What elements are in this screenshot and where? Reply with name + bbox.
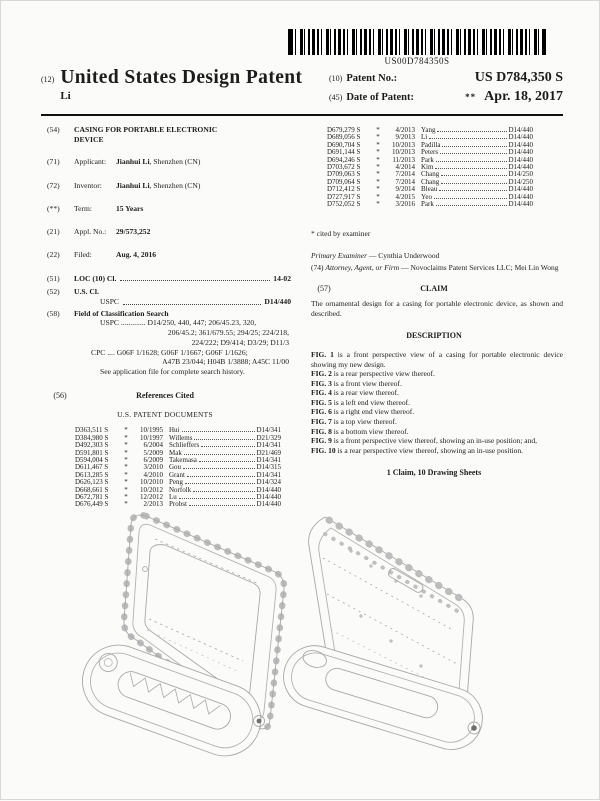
reference-name: Yeo	[421, 192, 432, 201]
field-value: 29/573,252	[116, 227, 151, 237]
field-of-search-section	[39, 309, 291, 377]
patent-date-row	[329, 89, 563, 105]
bibliographic-field-row	[39, 250, 291, 260]
attorney-line	[311, 263, 563, 273]
reference-name: Grant	[169, 470, 185, 479]
header-patent-info	[329, 70, 563, 108]
field-label: Filed:	[74, 250, 92, 260]
examiner-name: Cynthia Underwood	[378, 251, 440, 261]
primary-examiner-line	[311, 251, 563, 261]
claims-sheets-note: 1 Claim, 10 Drawing Sheets	[386, 468, 482, 478]
dot-leader	[120, 274, 270, 282]
barcode-text: US00D784350S	[384, 56, 450, 66]
uspc-value: D14/440	[264, 296, 291, 306]
left-column	[39, 125, 291, 509]
cited-by-examiner-note: * cited by examiner	[311, 229, 371, 239]
us-patent-documents-subheading: U.S. PATENT DOCUMENTS	[117, 409, 213, 419]
reference-class: D14/440	[508, 163, 533, 172]
dot-leader	[441, 175, 506, 176]
dot-leader	[182, 431, 255, 432]
reference-name: Li	[421, 133, 428, 142]
reference-number: D709,063 S	[327, 170, 361, 179]
em-dash: —	[368, 251, 377, 261]
uspc-search-continuation	[74, 328, 291, 347]
field-number: (22)	[47, 250, 60, 260]
reference-number: D709,064 S	[327, 177, 361, 186]
reference-name: Peters	[421, 148, 439, 157]
dot-leader	[183, 468, 254, 469]
loc-class-row	[39, 274, 291, 284]
reference-date: 9/2014	[395, 185, 415, 194]
dot-leader	[123, 297, 261, 305]
reference-date: 6/2009	[143, 456, 163, 465]
field-number: (71)	[47, 157, 60, 167]
drawing-front-perspective-view	[37, 499, 305, 799]
header-title-block	[41, 67, 302, 108]
reference-name: Padilla	[421, 140, 441, 149]
reference-number: D752,052 S	[327, 200, 361, 209]
field-number-56: (56)	[53, 390, 67, 400]
figure-text: is a rear perspective view thereof, showing an in-use position.	[337, 445, 524, 455]
claim-text: The ornamental design for a casing for portable electronic device, as shown and described.	[311, 299, 563, 319]
reference-class: D21/329	[256, 433, 281, 442]
figure-label: FIG. 3	[311, 378, 332, 388]
figure-text: is a top view thereof.	[333, 417, 397, 427]
cpc-search-continuation	[74, 357, 291, 367]
references-cited-title: References Cited	[136, 390, 194, 400]
reference-class: D14/440	[508, 185, 533, 194]
references-list-right	[305, 127, 563, 208]
reference-date: 7/2014	[395, 177, 415, 186]
dot-leader	[184, 454, 255, 455]
field-number-45: (45)	[329, 93, 343, 102]
figure-text: is a right end view thereof.	[333, 407, 415, 417]
header	[41, 67, 563, 108]
dot-leader	[201, 446, 254, 447]
uspc-search-line: 224/222; D9/414; D3/29; D11/3	[191, 337, 289, 347]
reference-row	[327, 201, 533, 208]
reference-number: D613,285 S	[75, 470, 109, 479]
field-value: Aug. 4, 2016	[116, 250, 157, 260]
dot-leader	[199, 461, 255, 462]
kind-code-number: (12)	[41, 75, 55, 84]
reference-class: D14/341	[256, 470, 281, 479]
drawing-rear-perspective-view	[271, 496, 543, 801]
figure-label: FIG. 6	[311, 407, 332, 417]
reference-number: D672,781 S	[75, 493, 109, 502]
reference-class: D21/469	[256, 448, 281, 457]
reference-date: 4/2013	[395, 126, 415, 134]
cpc-search-line: A47B 23/044; H04B 1/3888; A45C 11/00	[162, 357, 289, 367]
reference-class: D14/440	[256, 500, 281, 509]
dot-leader	[441, 183, 506, 184]
reference-name: Bleau	[421, 185, 438, 194]
reference-class: D14/440	[256, 493, 281, 502]
reference-name: Park	[421, 200, 434, 209]
figure-description-line	[311, 388, 563, 398]
figure-description-line	[311, 369, 563, 379]
reference-date: 12/2012	[140, 493, 163, 502]
patent-number-value: US D784,350 S	[474, 70, 563, 85]
reference-number: D611,467 S	[75, 463, 109, 472]
reference-name: Lu	[169, 493, 177, 502]
examiner-cited-star: *	[124, 456, 128, 465]
figure-description-line	[311, 350, 563, 369]
figure-description-line	[311, 436, 563, 446]
reference-name: Schlieffers	[169, 441, 200, 450]
page-title: United States Design Patent	[60, 67, 303, 88]
reference-name: Hui	[169, 426, 180, 435]
reference-class: D14/440	[508, 133, 533, 142]
dot-leader	[442, 146, 506, 147]
field-number-54: (54)	[47, 125, 60, 134]
cpc-search-line: CPC .... G06F 1/1628; G06F 1/1667; G06F 1/1626;	[91, 347, 248, 357]
figure-text: is a front perspective view of a casing for portable electronic device showing my new design.	[311, 349, 564, 369]
barcode	[288, 29, 546, 55]
claim-heading	[305, 284, 563, 294]
reference-date: 10/2013	[392, 148, 415, 157]
figure-description-line	[311, 446, 563, 456]
reference-number: D591,801 S	[75, 448, 109, 457]
patent-number-row	[329, 70, 563, 86]
field-label: Appl. No.:	[74, 227, 107, 237]
examiner-cited-star: *	[124, 478, 128, 487]
reference-class: D14/324	[256, 478, 281, 487]
figure-label: FIG. 9	[311, 436, 332, 446]
figure-descriptions	[311, 350, 563, 456]
field-number: (**)	[47, 203, 60, 213]
reference-date: 2/2013	[143, 500, 163, 509]
examiner-cited-star: *	[124, 485, 128, 494]
field-value: Jianhui Li, Shenzhen (CN)	[116, 180, 201, 190]
reference-class: D14/440	[256, 485, 281, 494]
figure-description-line	[311, 427, 563, 437]
reference-number: D492,303 S	[75, 441, 109, 450]
reference-name: Chang	[421, 177, 440, 186]
reference-date: 10/2013	[392, 140, 415, 149]
us-class-label: U.S. Cl.	[74, 287, 99, 297]
patent-number-label: Patent No.:	[346, 73, 398, 84]
field-number-52: (52)	[47, 287, 60, 297]
bibliographic-field-row	[39, 227, 291, 237]
field-number-57: (57)	[317, 284, 331, 294]
examiner-cited-star: *	[376, 155, 380, 164]
reference-date: 10/2010	[140, 478, 163, 487]
dot-leader	[435, 168, 506, 169]
examiner-cited-star: *	[124, 463, 128, 472]
examiner-cited-star: *	[124, 433, 128, 442]
invention-title-row	[39, 125, 291, 144]
reference-number: D668,661 S	[75, 485, 109, 494]
us-class-section	[39, 287, 291, 306]
reference-class: D14/250	[508, 177, 533, 186]
examiner-cited-star: *	[124, 426, 128, 435]
figure-description-line	[311, 407, 563, 417]
figure-text: is a bottom view thereof.	[333, 426, 409, 436]
examiner-cited-star: *	[124, 448, 128, 457]
reference-name: Peng	[169, 478, 183, 487]
reference-number: D694,246 S	[327, 155, 361, 164]
examiner-cited-star: *	[124, 500, 128, 509]
reference-number: D626,123 S	[75, 478, 109, 487]
attorney-name: Novoclaims Patent Services LLC; Mei Lin Wong	[410, 262, 559, 272]
figure-text: is a rear view thereof.	[333, 388, 399, 398]
examiner-cited-star: *	[376, 200, 380, 209]
examiner-cited-star: *	[376, 192, 380, 201]
field-number: (21)	[47, 227, 60, 237]
reference-name: Norfolk	[169, 485, 192, 494]
examiner-cited-star: *	[376, 148, 380, 157]
reference-class: D14/440	[508, 140, 533, 149]
reference-class: D14/341	[256, 426, 281, 435]
reference-class: D14/440	[508, 148, 533, 157]
reference-date: 9/2013	[395, 133, 415, 142]
examiner-label: Primary Examiner	[311, 251, 368, 261]
figure-description-line	[311, 379, 563, 389]
reference-class: D14/440	[508, 155, 533, 164]
field-label: Applicant:	[74, 157, 107, 167]
reference-name: Park	[421, 155, 434, 164]
figure-description-line	[311, 417, 563, 427]
reference-number: D690,704 S	[327, 140, 361, 149]
dot-leader	[193, 491, 254, 492]
reference-number: D594,004 S	[75, 456, 109, 465]
reference-number: D703,672 S	[327, 163, 361, 172]
description-heading: DESCRIPTION	[406, 330, 462, 340]
right-column	[305, 125, 563, 509]
references-cited-heading	[39, 391, 291, 401]
figure-label: FIG. 10	[311, 445, 336, 455]
reference-date: 3/2010	[143, 463, 163, 472]
reference-name: Yang	[421, 126, 436, 134]
examiner-cited-star: *	[376, 140, 380, 149]
field-number-74: (74)	[311, 262, 324, 272]
reference-date: 7/2014	[395, 170, 415, 179]
field-number-58: (58)	[47, 308, 60, 318]
reference-name: Gou	[169, 463, 182, 472]
figure-text: is a rear perspective view thereof.	[333, 369, 435, 379]
figure-label: FIG. 7	[311, 417, 332, 427]
dot-leader	[187, 476, 255, 477]
examiner-cited-star: *	[376, 126, 380, 134]
reference-name: Chang	[421, 170, 440, 179]
em-dash: —	[401, 262, 409, 272]
field-of-search-label: Field of Classification Search	[74, 308, 169, 318]
reference-date: 10/1997	[140, 433, 163, 442]
loc-class-value: 14-02	[273, 273, 291, 283]
reference-date: 4/2010	[143, 470, 163, 479]
invention-title: CASING FOR PORTABLE ELECTRONIC DEVICE	[74, 125, 218, 144]
figure-text: is a front perspective view thereof, showing an in-use position; and,	[333, 436, 538, 446]
reference-name: Mak	[169, 448, 182, 457]
reference-class: D14/250	[508, 170, 533, 179]
reference-number: D679,279 S	[327, 126, 361, 134]
bibliographic-columns	[39, 125, 563, 509]
examiner-cited-star: *	[124, 470, 128, 479]
reference-class: D14/440	[508, 200, 533, 209]
reference-class: D14/341	[256, 456, 281, 465]
dot-leader	[436, 161, 507, 162]
uspc-label: USPC	[100, 296, 119, 306]
reference-number: D691,144 S	[327, 148, 361, 157]
bibliographic-field-row	[39, 204, 291, 214]
uspc-search-line: 206/45.2; 361/679.55; 294/25; 224/218,	[167, 328, 289, 338]
reference-name: Probst	[169, 500, 187, 509]
dot-leader	[434, 198, 507, 199]
bibliographic-field-row	[39, 157, 291, 167]
dot-leader	[439, 190, 506, 191]
dot-leader	[429, 138, 506, 139]
field-number: (72)	[47, 180, 60, 190]
reference-class: D14/440	[508, 126, 533, 134]
dot-leader	[440, 153, 506, 154]
bibliographic-fields	[39, 157, 291, 260]
patent-date-value: Apr. 18, 2017	[484, 89, 563, 104]
field-value: 15 Years	[116, 203, 144, 213]
reference-date: 3/2016	[395, 200, 415, 209]
figure-label: FIG. 2	[311, 369, 332, 379]
reference-number: D384,980 S	[75, 433, 109, 442]
examiner-cited-star: *	[376, 163, 380, 172]
reference-date: 4/2015	[395, 192, 415, 201]
field-value: Jianhui Li, Shenzhen (CN)	[116, 157, 201, 167]
reference-name: Kim	[421, 163, 434, 172]
field-number-10: (10)	[329, 74, 343, 83]
references-list-left	[39, 427, 291, 508]
examiner-cited-star: *	[376, 170, 380, 179]
uspc-row	[74, 297, 291, 307]
uspc-search-line: USPC ............. D14/250, 440, 447; 206/45.23, 320,	[100, 318, 257, 328]
barcode-block	[288, 29, 546, 66]
reference-number: D712,412 S	[327, 185, 361, 194]
figure-description-line	[311, 398, 563, 408]
search-history-note: See application file for complete search history.	[100, 367, 245, 376]
reference-number: D676,449 S	[75, 500, 109, 509]
figure-text: is a front view thereof.	[333, 378, 402, 388]
term-extension-stars: **	[465, 92, 477, 102]
reference-date: 5/2009	[143, 448, 163, 457]
field-number-51: (51)	[47, 273, 60, 283]
figure-label: FIG. 4	[311, 388, 332, 398]
dot-leader	[437, 131, 506, 132]
reference-name: Willems	[169, 433, 193, 442]
figure-label: FIG. 5	[311, 397, 332, 407]
examiner-cited-star: *	[376, 185, 380, 194]
reference-number: D689,056 S	[327, 133, 361, 142]
figure-label: FIG. 8	[311, 426, 332, 436]
inventor-surname: Li	[60, 90, 71, 102]
reference-date: 11/2013	[392, 155, 415, 164]
reference-date: 6/2004	[143, 441, 163, 450]
figure-label: FIG. 1	[311, 349, 334, 359]
examiner-cited-star: *	[124, 493, 128, 502]
examiner-cited-star: *	[124, 441, 128, 450]
field-label: Term:	[74, 203, 93, 213]
loc-class-label: LOC (10) Cl.	[74, 273, 117, 283]
field-label: Inventor:	[74, 180, 102, 190]
reference-class: D14/341	[256, 441, 281, 450]
examiner-cited-star: *	[376, 177, 380, 186]
reference-number: D363,511 S	[75, 426, 109, 435]
reference-date: 4/2014	[395, 163, 415, 172]
patent-date-label: Date of Patent:	[346, 92, 414, 103]
bibliographic-field-row	[39, 181, 291, 191]
header-divider	[41, 114, 563, 116]
examiner-cited-star: *	[376, 133, 380, 142]
dot-leader	[185, 483, 255, 484]
dot-leader	[194, 439, 254, 440]
reference-name: Takemasa	[169, 456, 197, 465]
dot-leader	[436, 205, 507, 206]
reference-date: 10/2012	[140, 485, 163, 494]
reference-number: D727,917 S	[327, 192, 361, 201]
claim-title: CLAIM	[420, 284, 448, 294]
reference-date: 10/1995	[140, 426, 163, 435]
attorney-label: Attorney, Agent, or Firm	[325, 262, 400, 272]
reference-class: D14/315	[256, 463, 281, 472]
reference-class: D14/440	[508, 192, 533, 201]
figure-text: is a left end view thereof.	[333, 397, 410, 407]
